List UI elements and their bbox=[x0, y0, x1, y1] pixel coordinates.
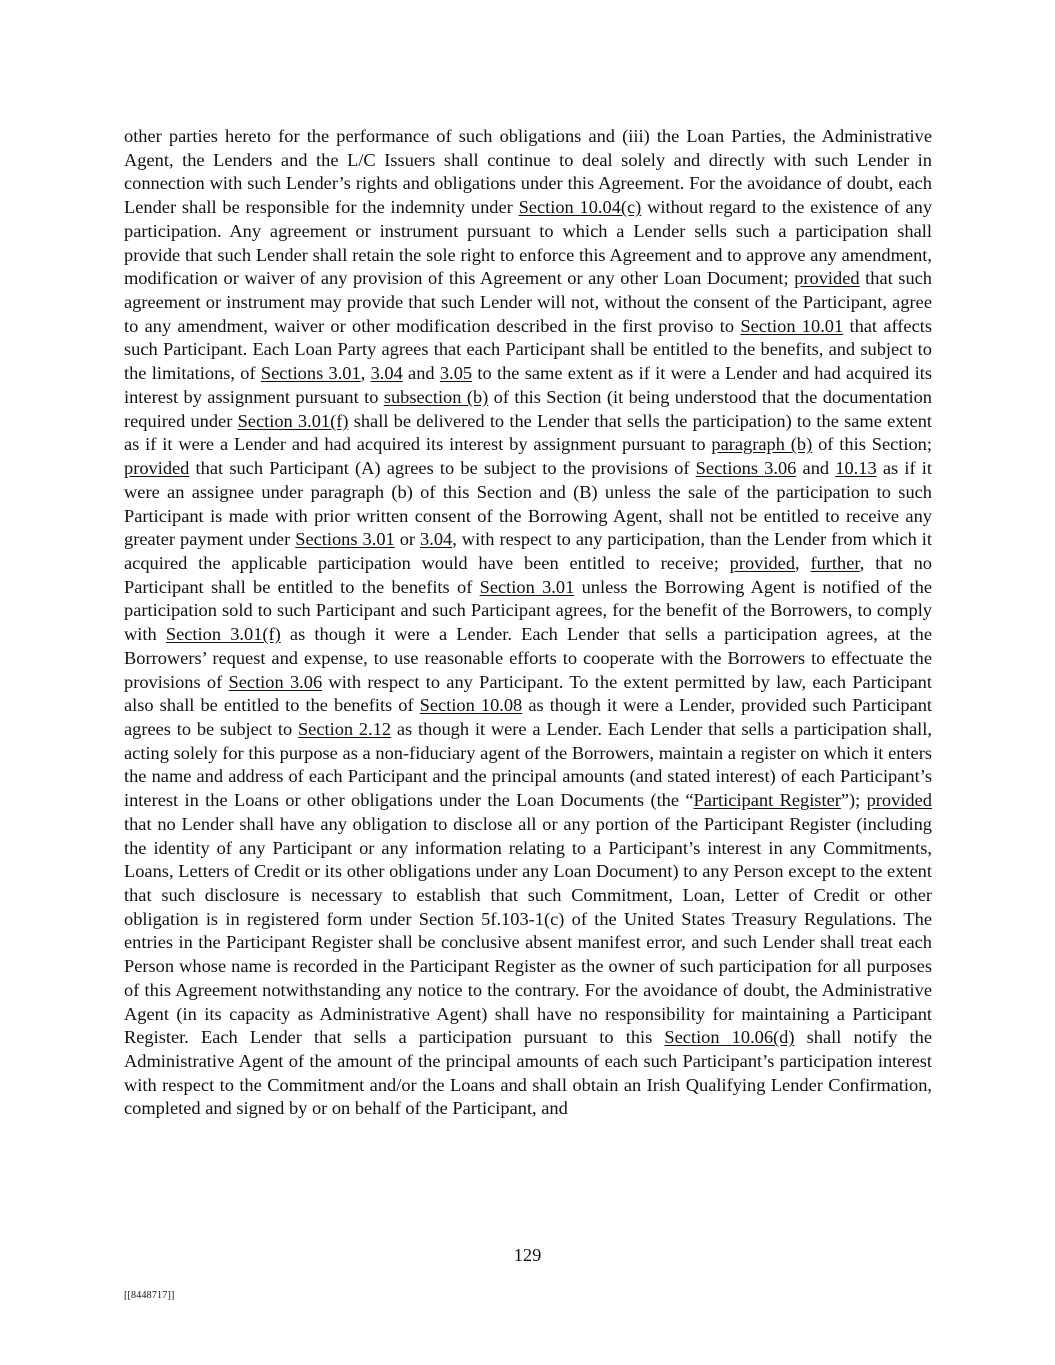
text-run: that such Participant (A) agrees to be subject to the provisions of bbox=[189, 458, 696, 479]
underlined-reference: 3.04 bbox=[420, 529, 453, 550]
underlined-reference: 3.04 bbox=[370, 363, 403, 384]
underlined-reference: 10.13 bbox=[835, 458, 877, 479]
text-run: , bbox=[795, 552, 811, 573]
document-id: [[8448717]] bbox=[124, 1290, 175, 1301]
underlined-reference: Sections 3.01 bbox=[295, 529, 395, 550]
underlined-reference: provided bbox=[729, 552, 796, 573]
text-run: , with respect to any participation, than the Lender from which it acquired the applicable participation would have been entitled to receive; bbox=[124, 529, 932, 573]
underlined-reference: Section 10.01 bbox=[740, 315, 844, 336]
underlined-reference: Section 3.01(f) bbox=[165, 624, 281, 645]
underlined-reference: Section 2.12 bbox=[297, 718, 392, 739]
text-run: ”); bbox=[840, 790, 867, 811]
text-run: as though it were a Lender. Each Lender that sells a participation agrees, at the Borrowers’ request and expense, to use reasonable efforts to cooperate with the Borrowers to effectuate the provisions of bbox=[124, 624, 932, 692]
underlined-reference: Section 3.01(f) bbox=[237, 410, 349, 431]
text-run: that such agreement or instrument may provide that such Lender will not, without the consent of the Participant, agree to any amendment, waiver or other modification described in the first proviso to bbox=[124, 268, 932, 336]
body-paragraph bbox=[124, 125, 932, 1121]
underlined-reference: provided bbox=[794, 268, 860, 289]
text-run: as if it were an assignee under paragraph (b) of this Section and (B) unless the sale of the participation to such Participant is made with prior written consent of the Borrowing Agent, shall not be entitled to receive any greater payment under bbox=[124, 458, 932, 550]
underlined-reference: 3.05 bbox=[439, 363, 473, 384]
underlined-reference: Sections 3.06 bbox=[695, 458, 797, 479]
text-run: and bbox=[796, 458, 836, 479]
underlined-reference: paragraph (b) bbox=[711, 434, 813, 455]
text-run: of this Section; bbox=[812, 434, 932, 455]
text-run: to the same extent as if it were a Lender and had acquired its interest by assignment pursuant to bbox=[124, 363, 933, 407]
underlined-reference: Section 10.06(d) bbox=[664, 1027, 795, 1048]
text-run: of this Section (it being understood that the documentation required under bbox=[124, 386, 932, 431]
underlined-reference: Section 10.04(c) bbox=[518, 197, 642, 218]
underlined-reference: provided bbox=[124, 458, 190, 479]
underlined-reference: Section 10.08 bbox=[419, 695, 523, 716]
text-run: , bbox=[360, 363, 371, 384]
underlined-reference: Sections 3.01 bbox=[260, 363, 361, 384]
page-number: 129 bbox=[513, 1245, 542, 1265]
text-run: that no Lender shall have any obligation to disclose all or any portion of the Participant Register (including the identity of any Participant or any information relating to a Participant’s interest in any Commitments, Loans, Letters of Credit or its other obligations under any Loan Document) to any Person except to the extent that such disclosure is necessary to establish that such Commitment, Loan, Letter of Credit or other obligation is in registered form under Section 5f.103-1(c) of the United States Treasury Regulations. The entries in the Participant Register shall be conclusive absent manifest error, and such Lender shall treat each Person whose name is recorded in the Participant Register as the owner of such participation for all purposes of this Agreement notwithstanding any notice to the contrary. For the avoidance of doubt, the Administrative Agent (in its capacity as Administrative Agent) shall have no responsibility for maintaining a Participant Register. Each Lender that sells a participation pursuant to this bbox=[124, 813, 932, 1048]
underlined-reference: Section 3.06 bbox=[228, 671, 323, 692]
text-run: as though it were a Lender. Each Lender that sells a participation shall, acting solely for this purpose as a non-fiduciary agent of the Borrowers, maintain a register on which it enters the name and address of each Participant and the principal amounts (and stated interest) of each Participant’s interest in the Loans or other obligations under the Loan Documents (the “ bbox=[124, 718, 933, 811]
text-run: without regard to the existence of any participation. Any agreement or instrument pursuant to which a Lender sells such a participation shall provide that such Lender shall retain the sole right to enforce this Agreement and to approve any amendment, modification or waiver of any provision of this Agreement or any other Loan Document; bbox=[124, 197, 933, 289]
text-run: and bbox=[402, 363, 440, 384]
underlined-reference: provided bbox=[866, 790, 932, 811]
text-run: with respect to any Participant. To the extent permitted by law, each Participant also shall be entitled to the benefits of bbox=[124, 671, 932, 716]
underlined-reference: Section 3.01 bbox=[479, 576, 575, 597]
underlined-reference: Participant Register bbox=[693, 790, 841, 811]
text-run: , that no Participant shall be entitled to the benefits of bbox=[124, 552, 932, 597]
text-run: shall notify the Administrative Agent of the amount of the principal amounts of each such Participant’s participation interest with respect to the Commitment and/or the Loans and shall obtain an Irish Qualifying Lender Confirmation, completed and signed by or on behalf of the Participant, and bbox=[124, 1027, 932, 1119]
text-run: or bbox=[394, 529, 421, 550]
underlined-reference: further bbox=[810, 552, 860, 573]
text-run: unless the Borrowing Agent is notified of the participation sold to such Participant and such Participant agrees, for the benefit of the Borrowers, to comply with bbox=[124, 576, 932, 645]
text-run: shall be delivered to the Lender that sells the participation) to the same extent as if it were a Lender and had acquired its interest by assignment pursuant to bbox=[124, 410, 933, 455]
underlined-reference: subsection (b) bbox=[383, 386, 489, 407]
text-run: that affects such Participant. Each Loan Party agrees that each Participant shall be entitled to the benefits, and subject to the limitations, of bbox=[124, 315, 932, 384]
text-run: as though it were a Lender, provided such Participant agrees to be subject to bbox=[124, 695, 932, 739]
text-run: other parties hereto for the performance of such obligations and (iii) the Loan Parties, the Administrative Agent, the Lenders and the L/C Issuers shall continue to deal solely and directly with such Lender in connection with such Lender’s rights and obligations under this Agreement. For the avoidance of doubt, each Lender shall be responsible for the indemnity under bbox=[124, 126, 932, 218]
